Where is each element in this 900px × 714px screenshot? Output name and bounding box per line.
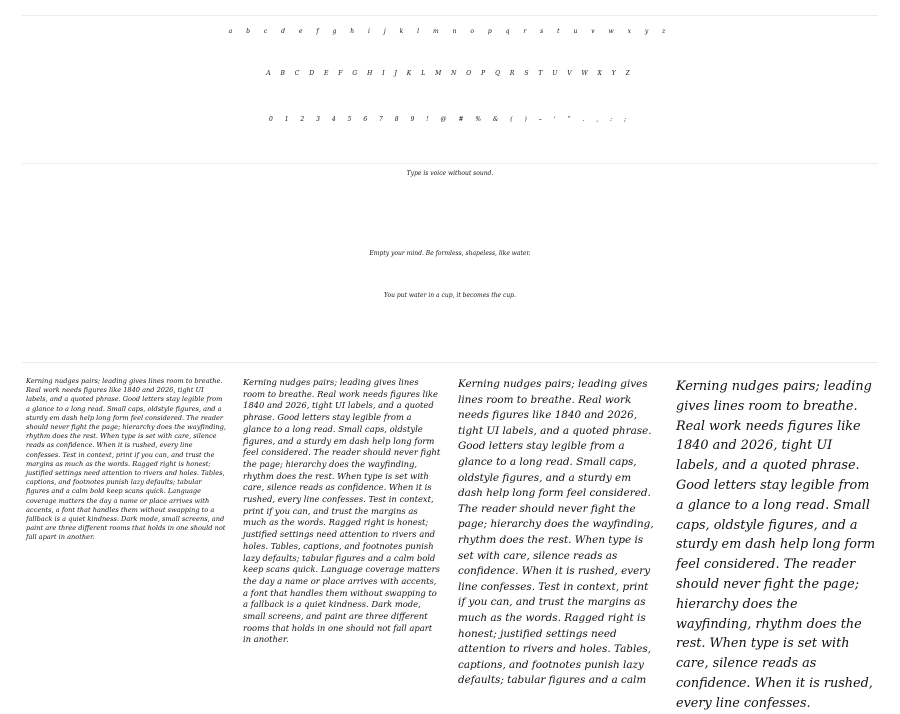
specimen-line-medium: Empty your mind. Be formless, shapeless, like water. bbox=[369, 250, 531, 257]
specimen-line-display: You put water in a cup, it becomes the cup. bbox=[384, 292, 516, 299]
body-text-column-smallest: Kerning nudges pairs; leading gives lines room to breathe. Real work needs figures like 1840 and 2026, tight UI labels, and a quoted phrase. Good letters stay legible from a glance to a long read. Small caps, oldstyle figures, and a sturdy em dash help long form feel considered. The reader should never fight the page; hierarchy does the wayfinding, rhythm does the rest. When type is set with care, silence reads as confidence. When it is rushed, every line confesses. Test in context, print if you can, and trust the margins as much as the words. Ragged right is honest; justified settings need attention to rivers and holes. Tables, captions, and footnotes punish lazy defaults; tabular figures and a calm bold keep scans quick. Language coverage matters the day a name or place arrives with accents, a font that handles them without swapping to a fallback is a quiet kindness. Dark mode, small screens, and paint are three different rooms that holds in one should not fall apart in another. bbox=[26, 377, 226, 542]
body-text-column-large: Kerning nudges pairs; leading gives lines room to breathe. Real work needs figures like 1840 and 2026, tight UI labels, and a quoted phrase. Good letters stay legible from a glance to a long read. Small caps, oldstyle figures, and a sturdy em dash help long form feel considered. The reader should never fight the page; hierarchy does the wayfinding, rhythm does the rest. When type is set with care, silence reads as confidence. When it is rushed, every line confesses. bbox=[676, 379, 876, 711]
uppercase-glyph-row: A B C D E F G H I J K L M N O P Q R S T U V W X Y Z bbox=[266, 70, 634, 77]
glyph-section-divider bbox=[22, 163, 878, 164]
body-text-column-small: Kerning nudges pairs; leading gives lines room to breathe. Real work needs figures like 1840 and 2026, tight UI labels, and a quoted phrase. Good letters stay legible from a glance to a long read. Small caps, oldstyle figures, and a sturdy em dash help long form feel considered. The reader should never fight the page; hierarchy does the wayfinding, rhythm does the rest. When type is set with care, silence reads as confidence. When it is rushed, every line confesses. Test in context, print if you can, and trust the margins as much as the words. Ragged right is honest; justified settings need attention to rivers and holes. Tables, captions, and footnotes punish lazy defaults; tabular figures and a calm bold keep scans quick. Language coverage matters the day a name or place arrives with accents, a font that handles them without swapping to a fallback is a quiet kindness. Dark mode, small screens, and paint are three different rooms that holds in one should not fall apart in another. bbox=[243, 377, 441, 645]
lowercase-glyph-row: a b c d e f g h i j k l m n o p q r s t u v w x y z bbox=[228, 28, 672, 35]
specimen-line-large: Type is voice without sound. bbox=[406, 170, 494, 177]
top-divider bbox=[22, 15, 878, 16]
body-text-column-medium: Kerning nudges pairs; leading gives lines room to breathe. Real work needs figures like 1840 and 2026, tight UI labels, and a quoted phrase. Good letters stay legible from a glance to a long read. Small caps, oldstyle figures, and a sturdy em dash help long form feel considered. The reader should never fight the page; hierarchy does the wayfinding, rhythm does the rest. When type is set with care, silence reads as confidence. When it is rushed, every line confesses. Test in context, print if you can, and trust the margins as much as the words. Ragged right is honest; justified settings need attention to rivers and holes. Tables, captions, and footnotes punish lazy defaults; tabular figures and a calm bbox=[458, 378, 654, 687]
specimen-section-divider bbox=[22, 362, 878, 363]
figures-punctuation-row: 0 1 2 3 4 5 6 7 8 9 ! @ # % & ( ) – ‘ ” . , : ; bbox=[268, 116, 632, 123]
